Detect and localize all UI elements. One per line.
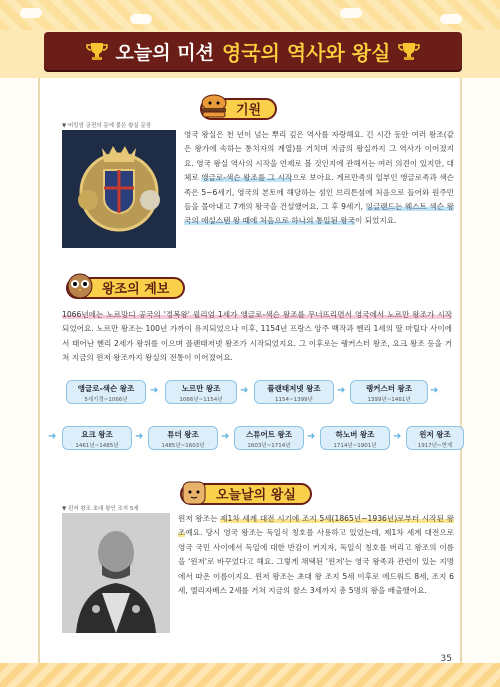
- highlight-text: 앵글로-색슨 왕조를 그 시작: [201, 173, 293, 183]
- dynasty-years: 1154~1399년: [275, 397, 313, 403]
- arrow-right-icon: ➜: [393, 431, 402, 442]
- section-heading-lineage: [66, 276, 185, 300]
- dynasty-years: 1485년~1603년: [161, 443, 205, 449]
- arrow-right-icon: ➜: [337, 385, 346, 396]
- cloud-decoration: [340, 8, 362, 18]
- dynasty-name: 튜더 왕조: [167, 430, 199, 439]
- arrow-right-icon: ➜: [221, 431, 230, 442]
- page-number: 35: [440, 654, 452, 664]
- highlight-text: 제1차 세계 대전 시기에 조지 5세(1865년~1936년)로부터 시작된 왕조: [178, 514, 454, 538]
- page-title-white: 오늘의 미션: [115, 41, 214, 64]
- arrow-right-icon: ➜: [150, 385, 159, 396]
- dynasty-chip: [165, 380, 237, 404]
- dynasty-name: 랭커스터 왕조: [365, 384, 413, 393]
- para-text: 영국 왕실은 천 년이 넘는 뿌리 깊은 역사를 자랑해요. 긴 시간 동안 여러 왕조(같은 왕가에 속하는 통치자의 계열)를 거치며 지금의 왕실까지 그 역사가 이어졌지요. 영국 왕실 역사의 시작을 언제로 볼 것인지에 관해서는 여러 의견이 있지만, 대체로: [184, 130, 454, 183]
- dynasty-name: 노르만 왕조: [181, 384, 221, 393]
- dynasty-chip: [350, 380, 428, 404]
- section-heading-label: 기원: [200, 98, 277, 120]
- para-text: 윈저 왕조는: [178, 514, 221, 523]
- highlight-text: 잉글랜드는 웨스트 색슨 왕국의 애설스탠 왕 때에 처음으로 하나의 통일된 왕국: [184, 202, 454, 226]
- dynasty-chip: [148, 426, 218, 450]
- toast-mascot-icon: [178, 476, 210, 508]
- arrow-right-icon: ➜: [48, 431, 57, 442]
- photo-caption: ▼ 윈저 왕조 초대 왕인 조지 5세: [62, 506, 139, 512]
- para-text: 되었어요. 노르만 왕조는 100년 가까이 유지되었으나 이후, 1154년 프랑스 앙주 백작과 헨리 1세의 딸 마틸다 사이에서 태어난 헨리 2세가 왕위를 이으며 플랜태저넷 왕조가 시작되었지요. 그 이후로는 랭커스터 왕조, 요크 왕조 등을 거쳐 지금의 윈저 왕조까지 왕실의 전통이 이어졌어요.: [62, 324, 452, 363]
- arrow-right-icon: ➜: [430, 385, 439, 396]
- origin-paragraph: [184, 128, 454, 229]
- section-heading-today: [180, 482, 312, 506]
- royal-coat-of-arms-photo: [62, 130, 176, 248]
- arrow-right-icon: ➜: [240, 385, 249, 396]
- today-paragraph: [178, 512, 454, 598]
- dynasty-chip: [66, 380, 146, 404]
- burger-mascot-icon: [198, 91, 230, 123]
- dynasty-chip: [62, 426, 132, 450]
- dynasty-name: 하노버 왕조: [335, 430, 375, 439]
- bottom-band: [0, 663, 500, 687]
- trophy-icon: [86, 41, 108, 61]
- trophy-icon: [398, 41, 420, 61]
- dynasty-chip: [320, 426, 390, 450]
- dynasty-name: 스튜어트 왕조: [245, 430, 293, 439]
- lineage-paragraph: [62, 308, 452, 366]
- para-text: 이 되었지요.: [354, 216, 397, 226]
- dynasty-years: 1399년~1461년: [367, 397, 411, 403]
- section-heading-label: 오늘날의 왕실: [180, 483, 312, 505]
- cloud-decoration: [440, 14, 462, 24]
- highlight-text: 1066년에는 노르망디 공국의 '정복왕' 윌리엄 1세가 앵글로-색슨 왕조를 무너뜨리면서 영국에서 노르만 왕조가 시작: [62, 310, 452, 319]
- page-title-yellow: 영국의 역사와 왕실: [221, 40, 391, 65]
- dynasty-chip: [234, 426, 304, 450]
- owl-mascot-icon: [64, 270, 96, 302]
- dynasty-years: 1066년~1154년: [179, 397, 223, 403]
- para-text: 예요. 당시 영국 왕조는 독일식 칭호를 사용하고 있었는데, 제1차 세계 대전으로 영국 국민 사이에서 독일에 대한 반감이 커지자, 독일식 칭호를 버리고 왕조의 이름을 '윈저'로 바꾸었다고 해요. 그렇게 채택된 '윈저'는 영국 왕족과 관련이 있는 지명에서 따온 이름이지요. 윈저 왕조는 초대 왕 조지 5세 이후로 에드워드 8세, 조지 6세, 엘리자베스 2세를 거쳐 지금의 찰스 3세까지 총 5명의 왕을 배출했어요.: [178, 528, 454, 596]
- dynasty-chip: [254, 380, 334, 404]
- dynasty-years: 1461년~1485년: [75, 443, 119, 449]
- arrow-right-icon: ➜: [135, 431, 144, 442]
- dynasty-years: 5세기경~1066년: [84, 397, 128, 403]
- dynasty-years: 1917년~현재: [417, 443, 453, 449]
- section-heading-origin: [200, 97, 277, 121]
- cloud-decoration: [20, 8, 42, 18]
- dynasty-name: 앵글로-색슨 왕조: [77, 384, 135, 393]
- cloud-decoration: [130, 14, 152, 24]
- dynasty-years: 1603년~1714년: [247, 443, 291, 449]
- title-banner: [44, 32, 462, 70]
- section-heading-label: 왕조의 계보: [66, 277, 185, 299]
- george-v-portrait-photo: [62, 513, 170, 633]
- dynasty-name: 윈저 왕조: [419, 430, 451, 439]
- para-text: 으로 보아요. 게르만족의 일부인 앵글로족과 색슨족은 5~6세기, 영국의 본토에 해당하는 섬인 브리튼섬에 처음으로 들어와 원주민들을 몰아내고 7개의 왕국을 건설했어요. 그 후 9세기,: [184, 173, 454, 212]
- dynasty-chip: [406, 426, 464, 450]
- dynasty-name: 요크 왕조: [81, 430, 113, 439]
- arrow-right-icon: ➜: [307, 431, 316, 442]
- dynasty-years: 1714년~1901년: [333, 443, 377, 449]
- photo-caption: ▼ 버킹엄 궁전의 문에 붙은 왕실 문장: [62, 123, 152, 129]
- dynasty-name: 플랜태저넷 왕조: [267, 384, 321, 393]
